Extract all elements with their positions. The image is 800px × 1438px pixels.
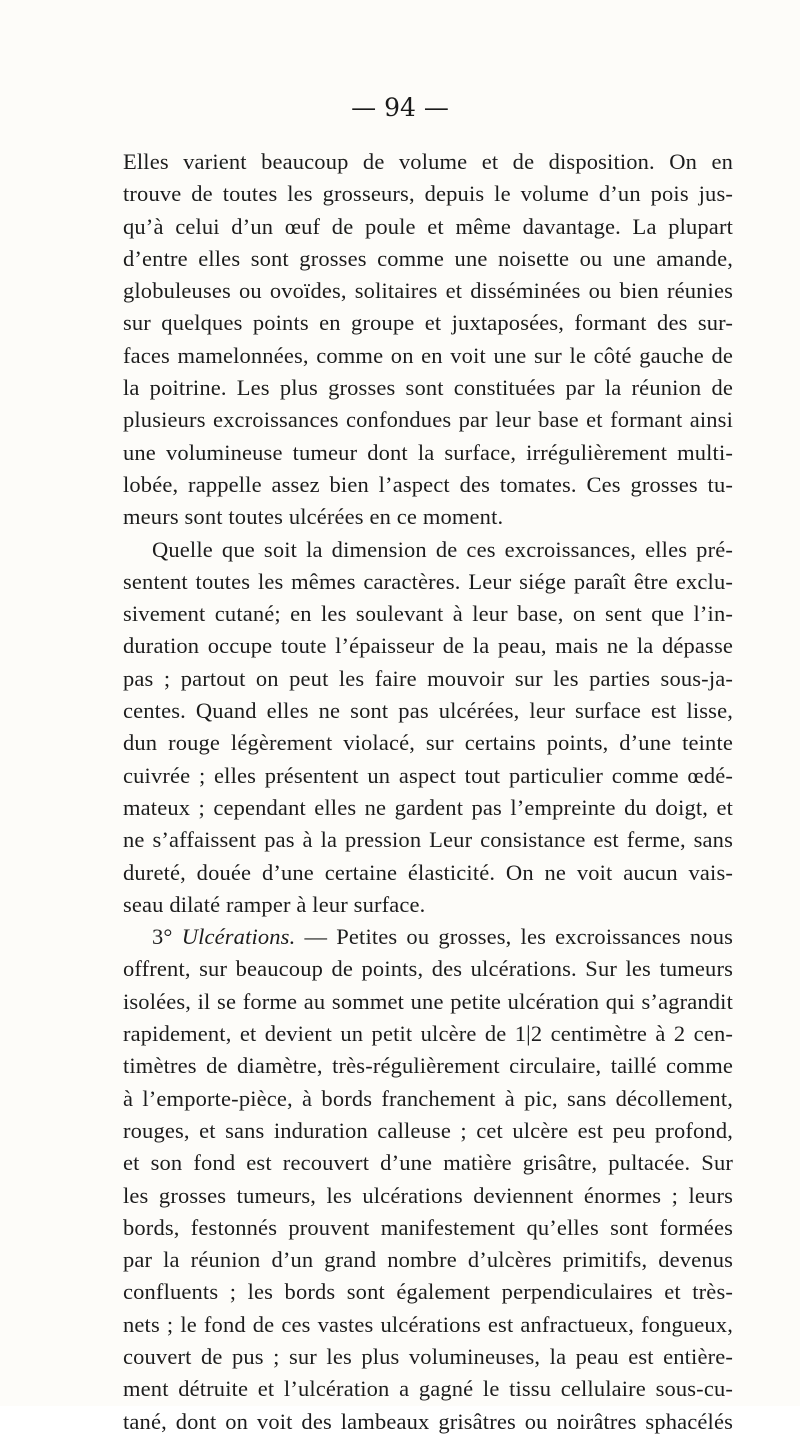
text-line: par la réunion d’un grand nombre d’ulcères primitifs, devenus [123,1247,733,1273]
text-line: la poitrine. Les plus grosses sont constituées par la réunion de [123,375,733,401]
text-line: cuivrée ; elles présentent un aspect tout particulier comme œdé- [123,762,733,788]
text-line: couvert de pus ; sur les plus volumineuses, la peau est entière- [123,1343,733,1369]
text-line: offrent, sur beaucoup de points, des ulcérations. Sur les tumeurs [123,956,733,982]
text-line: faces mamelonnées, comme on en voit une sur le côté gauche de [123,342,733,368]
text-line: duration occupe toute l’épaisseur de la peau, mais ne la dépasse [123,633,733,659]
text-line: dun rouge légèrement violacé, sur certains points, d’une teinte [123,730,733,756]
text-line: Quelle que soit la dimension de ces excroissances, elles pré- [152,536,733,562]
text-line: sentent toutes les mêmes caractères. Leur siége paraît être exclu- [123,568,733,594]
text-line: lobée, rappelle assez bien l’aspect des tomates. Ces grosses tu- [123,471,733,497]
text-line: rouges, et sans induration calleuse ; cet ulcère est peu profond, [123,1117,733,1143]
text-line: pas ; partout on peut les faire mouvoir sur les parties sous-ja- [123,665,733,691]
text-line: nets ; le fond de ces vastes ulcérations est anfractueux, fongueux, [123,1311,733,1337]
text-line: une volumineuse tumeur dont la surface, irrégulièrement multi- [123,439,733,465]
text-line: qu’à celui d’un œuf de poule et même davantage. La plupart [123,213,733,239]
text-line: isolées, il se forme au sommet une petite ulcération qui s’agrandit [123,988,733,1014]
text-line: ment détruite et l’ulcération a gagné le tissu cellulaire sous-cu- [123,1376,733,1402]
text-line: plusieurs excroissances confondues par leur base et formant ainsi [123,407,733,433]
text-line: Elles varient beaucoup de volume et de disposition. On en [123,149,733,174]
text-line: sivement cutané; en les soulevant à leur base, on sent que l’in- [123,601,733,627]
text-line: et son fond est recouvert d’une matière grisâtre, pultacée. Sur [123,1150,733,1176]
text-line: les grosses tumeurs, les ulcérations deviennent énormes ; leurs [123,1182,733,1208]
text-line: tané, dont on voit des lambeaux grisâtres ou noirâtres sphacélés [123,1408,733,1434]
text-line: globuleuses ou ovoïdes, solitaires et disséminées ou bien réunies [123,278,733,304]
text-line: à l’emporte-pièce, à bords franchement à pic, sans décollement, [123,1085,733,1111]
section-label: Ulcérations. [181,924,296,950]
text-line: bords, festonnés prouvent manifestement qu’elles sont formées [123,1214,733,1240]
text-line: seau dilaté ramper à leur surface. [123,891,426,917]
text-line: centes. Quand elles ne sont pas ulcérées, leur surface est lisse, [123,698,733,724]
text-line: 3° Ulcérations. — Petites ou grosses, les excroissances nous [152,924,733,950]
text-line: timètres de diamètre, très-régulièrement circulaire, taillé comme [123,1053,733,1079]
text-line: confluents ; les bords sont également perpendiculaires et très- [123,1279,733,1305]
text-line: ne s’affaissent pas à la pression Leur consistance est ferme, sans [123,827,733,853]
text-line: mateux ; cependant elles ne gardent pas l’empreinte du doigt, et [123,794,733,820]
text-line: meurs sont toutes ulcérées en ce moment. [123,504,504,530]
text-line: rapidement, et devient un petit ulcère de 1|2 centimètre à 2 cen- [123,1021,733,1047]
body-text [123,146,733,1438]
text-line: trouve de toutes les grosseurs, depuis le volume d’un pois jus- [123,181,733,207]
page-number-header: — 94 — [351,93,449,122]
text-line: dureté, douée d’une certaine élasticité. On ne voit aucun vais- [123,859,733,885]
text-line: sur quelques points en groupe et juxtaposées, formant des sur- [123,310,733,336]
text-line: d’entre elles sont grosses comme une noisette ou une amande, [123,245,733,271]
